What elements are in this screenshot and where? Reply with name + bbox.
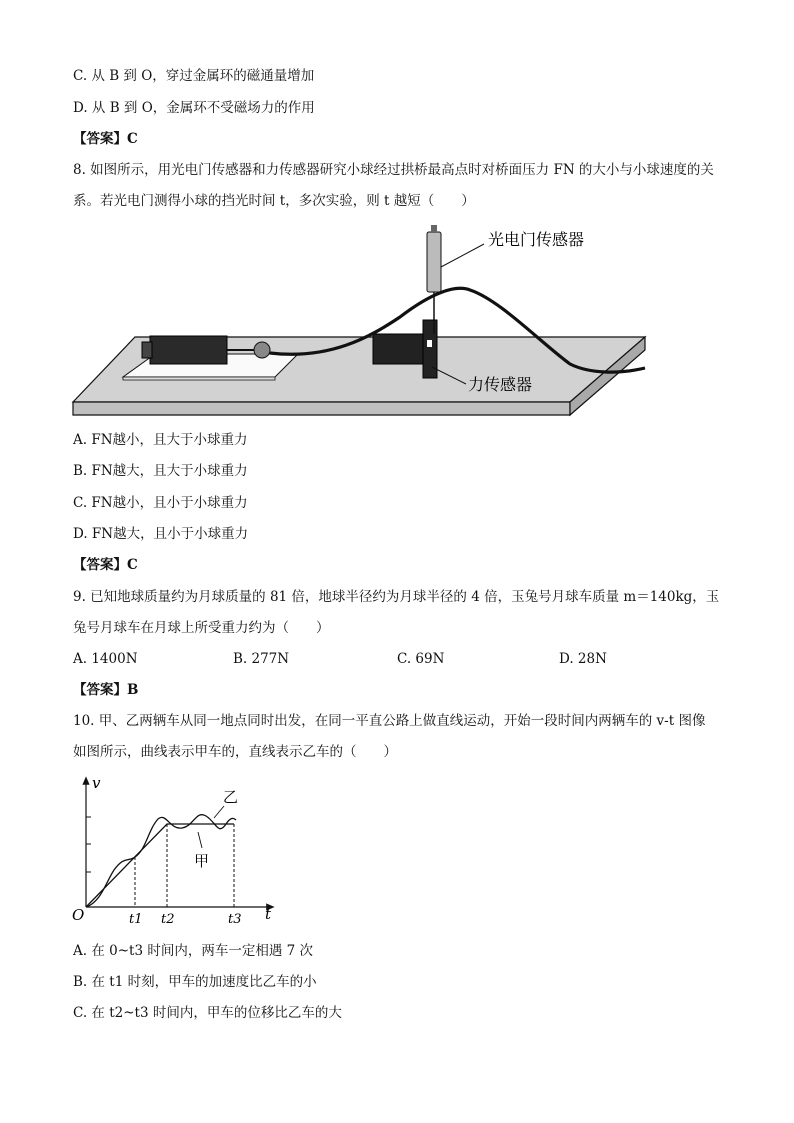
q9-answer [73,680,138,700]
answer-tag: 【答案】 [73,557,127,573]
q10-option-a: A. 在 0~t3 时间内，两车一定相遇 7 次 [73,943,314,959]
answer-tag: 【答案】 [73,131,127,147]
q8-option-d: D. FN越大，且小于小球重力 [73,526,249,542]
force-sensor-block [373,334,429,364]
table-front [73,402,570,415]
q9-stem-line1: 9. 已知地球质量约为月球质量的 81 倍，地球半径约为月球半径的 4 倍，玉兔号月球车质量 m＝140kg，玉 [73,589,720,605]
q8-option-b: B. FN越大，且大于小球重力 [73,463,248,479]
answer-value: C [127,557,138,573]
ball [254,342,270,358]
q8-stem-line1: 8. 如图所示，用光电门传感器和力传感器研究小球经过拱桥最高点时对桥面压力 FN 的大小与小球速度的关 [73,162,714,178]
v-axis-label: v [92,774,101,792]
photogate-label: 光电门传感器 [488,230,585,249]
q9-option-a: A. 1400N [73,651,138,667]
q9-option-c: C. 69N [397,651,445,667]
answer-value: B [127,682,139,698]
q7-answer [73,129,138,149]
q10-stem-line2: 如图所示，曲线表示甲车的，直线表示乙车的（ ） [73,744,397,760]
q7-option-c: C. 从 B 到 O，穿过金属环的磁通量增加 [73,68,315,84]
car-jia-label: 甲 [194,852,210,870]
car-yi-label: 乙 [223,788,239,806]
q10-vt-graph [66,772,286,932]
q10-stem-line1: 10. 甲、乙两辆车从同一地点同时出发，在同一平直公路上做直线运动，开始一段时间内两辆车的 v-t 图像 [73,713,706,729]
t2-label: t2 [161,912,175,927]
q8-stem-line2: 系。若光电门测得小球的挡光时间 t，多次实验，则 t 越短（ ） [73,193,475,209]
q8-option-c: C. FN越小，且小于小球重力 [73,495,248,511]
q10-option-b: B. 在 t1 时刻，甲车的加速度比乙车的小 [73,974,317,990]
q9-option-b: B. 277N [233,651,290,667]
launcher [150,336,227,364]
q9-stem-line2: 兔号月球车在月球上所受重力约为（ ） [73,620,330,636]
q8-apparatus-figure [70,222,650,418]
origin-label: O [72,906,85,924]
photogate-sensor [427,232,441,292]
answer-tag: 【答案】 [73,682,127,698]
t1-label: t1 [129,912,143,927]
q10-option-c: C. 在 t2~t3 时间内，甲车的位移比乙车的大 [73,1005,342,1021]
force-sensor-label: 力传感器 [468,375,533,394]
q9-option-d: D. 28N [559,651,607,667]
q8-option-a: A. FN越小，且大于小球重力 [73,432,248,448]
q8-answer [73,555,138,575]
car-yi-line [86,824,234,907]
t-axis-label: t [265,905,272,923]
car-jia-curve [86,815,236,907]
answer-value: C [127,131,138,147]
t3-label: t3 [228,912,242,927]
q7-option-d: D. 从 B 到 O，金属环不受磁场力的作用 [73,100,315,116]
